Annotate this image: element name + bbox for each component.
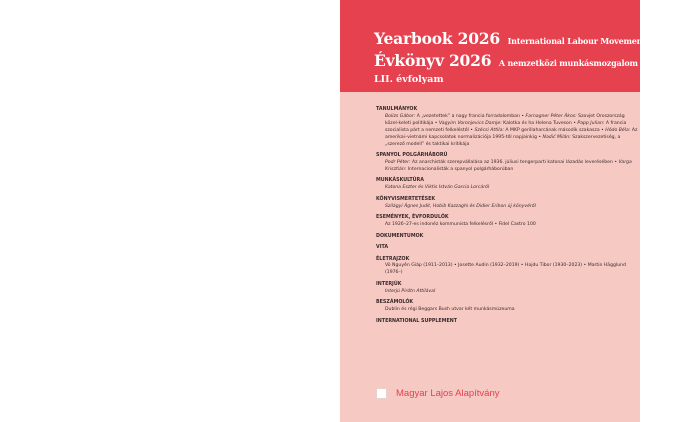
bullet-separator: • xyxy=(493,222,499,228)
toc-section xyxy=(376,178,638,192)
toc-entry-group xyxy=(376,185,638,192)
title-en-line xyxy=(374,29,646,48)
toc-section-title: INTERJÚK xyxy=(376,281,402,287)
toc-entry-title: A „vezetettek” a nagy francia forradalomban xyxy=(415,113,520,119)
toc-entry-title: Martin Hägglund (1976–) xyxy=(385,263,626,276)
subtitle-hu: A nemzetközi munkásmozgalom történetéből xyxy=(498,58,694,68)
toc-entry-title: Szakszervezetiség, a „szerező modell” és taktikai kritikája xyxy=(385,134,621,147)
bullet-separator: • xyxy=(582,263,588,269)
toc-entry-title: Szovjet Oroszország közel-keleti politikája xyxy=(385,113,625,126)
title-hu: Évkönyv 2026 xyxy=(374,51,492,70)
toc-section xyxy=(376,300,638,314)
toc-entry-title: Fidel Castro 100 xyxy=(498,222,536,228)
cover-header xyxy=(340,0,694,92)
toc-section-title: SPANYOL POLGÁRHÁBORÚ xyxy=(376,153,448,159)
toc-entry-title: Võ Nguyên Giáp (1911–2013) xyxy=(385,263,453,269)
toc-entry-author: Podr Péter: xyxy=(385,159,411,165)
publisher-logo-icon xyxy=(376,388,387,399)
toc-section-title: VITA xyxy=(376,245,389,251)
bullet-separator: • xyxy=(452,263,459,269)
toc-entry-title: A MKP gerillaharcának második szakasza xyxy=(503,127,600,133)
toc-entry-author: Farnagner Péter Ákos: xyxy=(525,113,577,119)
toc-section xyxy=(376,197,638,211)
bullet-separator: • xyxy=(571,120,578,126)
toc-section xyxy=(376,215,638,229)
volume-label: LII. évfolyam xyxy=(374,74,444,85)
toc-section-title: DOKUMENTUMOK xyxy=(376,233,424,239)
toc-entry-author: Vagyim Voronjevics Damje: xyxy=(438,120,502,126)
toc-entry-title: Internacionalisták a spanyol polgárháborúban xyxy=(406,166,514,172)
toc-entry-group xyxy=(376,114,638,149)
toc-entry-title: Hajdu Tibor (1930–2023) xyxy=(524,263,583,269)
bullet-separator: • xyxy=(599,127,606,133)
toc-entry-title: Dublin és régi Beggars Bush utvar két munkásmúzeuma xyxy=(385,307,515,313)
subtitle-en: International Labour Movement xyxy=(507,36,646,46)
bullet-separator: • xyxy=(468,127,475,133)
toc-section xyxy=(376,245,638,252)
toc-entry-author: Nadić Milán: xyxy=(542,134,571,140)
toc-entry-title: A francia szocialista párt a nemzeti felkeléstől xyxy=(385,120,627,133)
toc-entry-author: Szécsi Attila: xyxy=(474,127,504,133)
toc-section xyxy=(376,257,638,278)
toc-section xyxy=(376,282,638,296)
toc-section xyxy=(376,319,638,326)
toc-entry-author: Katona Eszter és Viktis István Garcia Lorcáról xyxy=(385,185,490,191)
toc-entry-title: Josette Audin (1932–2019) xyxy=(458,263,520,269)
title-en: Yearbook 2026 xyxy=(374,29,500,48)
toc-section xyxy=(376,107,638,148)
toc-entry-title: Az 1926–27-es indonéz kommunista felkelésről xyxy=(385,222,494,228)
toc-entry-author: Hódo Béla: xyxy=(605,127,631,133)
title-hu-line xyxy=(374,51,694,70)
toc-section xyxy=(376,234,638,241)
bullet-separator: • xyxy=(519,113,526,119)
toc-entry-group xyxy=(376,204,638,211)
toc-section xyxy=(376,153,638,174)
toc-section-title: TANULMÁNYOK xyxy=(376,107,418,112)
toc-section-title: KÖNYVISMERTETÉSEK xyxy=(376,196,436,202)
toc-entry-author: Varga Krisztián: xyxy=(385,159,632,172)
toc-entry-title: Az anarchisták szerepvállalása az 1936. júliusi tengerparti katonai lázadás leverésében xyxy=(410,159,613,165)
journal-cover xyxy=(340,0,694,422)
toc-entry-title: Az amerikai–vietnámi kapcsolatok normalizációja 1995-től napjainkig xyxy=(385,127,638,140)
publisher-block xyxy=(376,386,500,400)
publisher-name: Magyar Lajos Alapítvány xyxy=(396,387,500,399)
toc-section-title: MUNKÁSKULTÚRA xyxy=(376,178,424,184)
toc-entry-group xyxy=(376,222,638,229)
table-of-contents xyxy=(376,107,638,330)
toc-entry-author: Interjú Pirótn Attilával xyxy=(385,288,436,294)
bullet-separator: • xyxy=(433,120,439,126)
toc-entry-author: Bolizs Gábor: xyxy=(385,113,416,119)
toc-entry-group xyxy=(376,160,638,174)
bullet-separator: • xyxy=(536,134,543,140)
toc-entry-author: Szilágyi Ágnes Judit, Hobib Kazzaghi és Didier Eribon új könyvéről xyxy=(385,203,536,209)
toc-entry-group xyxy=(376,307,638,314)
bullet-separator: • xyxy=(612,159,619,165)
toc-section-title: BESZÁMOLÓK xyxy=(376,300,414,306)
toc-entry-title: Kalotka és ha Helena Tuveson xyxy=(501,120,572,126)
toc-section-title: ÉLETRAJZOK xyxy=(376,256,410,262)
bullet-separator: • xyxy=(519,263,525,269)
toc-section-title: ESEMÉNYEK, ÉVFORDULÓK xyxy=(376,215,449,221)
toc-entry-group xyxy=(376,263,638,277)
toc-entry-author: Papp Julian: xyxy=(577,120,605,126)
toc-section-title: INTERNATIONAL SUPPLEMENT xyxy=(376,318,458,324)
toc-entry-group xyxy=(376,289,638,296)
